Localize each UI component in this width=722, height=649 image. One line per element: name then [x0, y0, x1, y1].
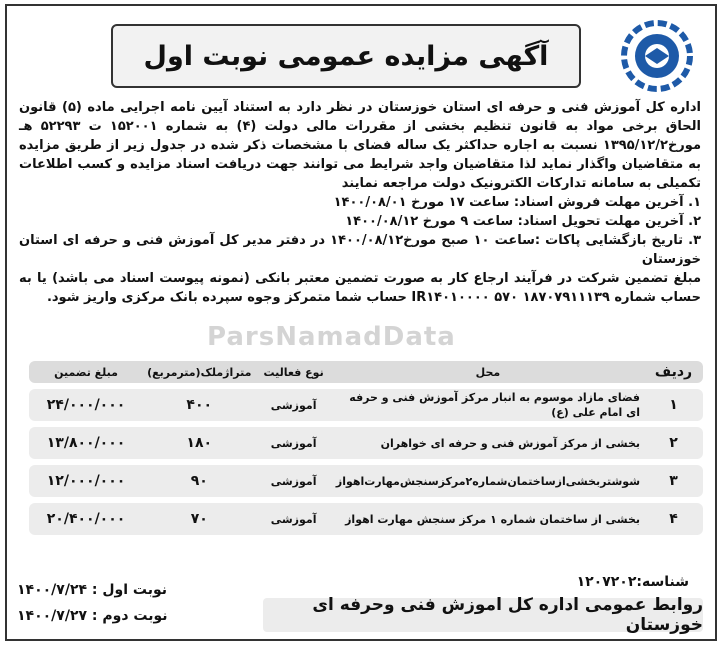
header-location: محل — [332, 361, 644, 383]
cell-activity: آموزشی — [255, 465, 331, 497]
first-publication-date: نوبت اول : ۱۴۰۰/۷/۲۴ — [17, 582, 168, 598]
table-row — [29, 465, 703, 497]
notice-body — [19, 98, 701, 307]
page-title: آگهی مزایده عمومی نوبت اول — [143, 40, 549, 72]
table-header-row — [29, 361, 703, 383]
cell-area: ۹۰ — [143, 465, 255, 497]
table-row — [29, 503, 703, 535]
cell-row-number: ۴ — [644, 503, 703, 535]
opening-date: ۳. تاریخ بازگشایی پاکات :ساعت ۱۰ صبح مورخ۱۴۰۰/۰۸/۱۲ در دفتر مدیر کل آموزش فنی و حرفه ای استان خوزستان — [19, 233, 702, 267]
cell-amount: ۱۳/۸۰۰/۰۰۰ — [29, 427, 143, 459]
cell-location: بخشی از ساختمان شماره ۱ مرکز سنجش مهارت اهواز — [332, 503, 644, 535]
public-relations-banner — [263, 595, 703, 635]
notice-page — [5, 4, 717, 641]
cell-area: ۷۰ — [143, 503, 255, 535]
cell-area: ۱۸۰ — [143, 427, 255, 459]
second-publication-date: نوبت دوم : ۱۴۰۰/۷/۲۷ — [17, 608, 168, 624]
header-activity: نوع فعالیت — [255, 361, 331, 383]
header-row-number: ردیف — [644, 361, 703, 383]
table-row — [29, 427, 703, 459]
auction-table — [29, 355, 703, 541]
deadline-sale: ۱. آخرین مهلت فروش اسناد: ساعت ۱۷ مورخ ۱۴۰۰/۰۸/۰۱ — [333, 195, 701, 210]
header-amount: مبلغ تضمین — [29, 361, 143, 383]
intro-paragraph: اداره کل آموزش فنی و حرفه ای استان خوزستان در نظر دارد به استناد آیین نامه اجرایی ماده (۵) قانون الحاق برخی مواد به قانون تنظیم بخشی از مقررات مالی دولت (۴) به شماره ۱۵۲۰۰۱ ت ۵۲۲۹۳ هـ مورخ۱۳۹۵/۱۲/۲ نسبت به اجاره حداکثر یک ساله فضای با مشخصات ذکر شده در جدول زیر از طریق مزایده به متقاضیان واگذار نماید لذا متقاضیان واجد شرایط می توانند جهت دریافت اسناد مزایده و کسب اطلاعات تکمیلی به سامانه تدارکات الکترونیک دولت مراجعه نمایند — [19, 100, 702, 191]
cell-row-number: ۳ — [644, 465, 703, 497]
title-box — [111, 24, 581, 88]
cell-location: شوشتربخشی‌ازساختمان‌شماره۲مرکزسنجش‌مهارت‌اهواز — [332, 465, 644, 497]
header-area: متراژملک(مترمربع) — [143, 361, 255, 383]
cell-amount: ۲۴/۰۰۰/۰۰۰ — [29, 389, 143, 421]
cell-amount: ۱۲/۰۰۰/۰۰۰ — [29, 465, 143, 497]
cell-activity: آموزشی — [255, 427, 331, 459]
public-relations-label: روابط عمومی اداره کل اموزش فنی وحرفه ای خوزستان — [312, 595, 703, 635]
cell-row-number: ۱ — [644, 389, 703, 421]
cell-row-number: ۲ — [644, 427, 703, 459]
table-row — [29, 389, 703, 421]
cell-amount: ۲۰/۴۰۰/۰۰۰ — [29, 503, 143, 535]
cell-location: فضای مازاد موسوم به انبار مرکز آموزش فنی و حرفه ای امام علی (ع) — [332, 389, 644, 421]
guarantee-paragraph: مبلغ تضمین شرکت در فرآیند ارجاع کار به صورت تضمین معتبر بانکی (نمونه پیوست اسناد می باشد) یا به حساب شماره IR۱۴۰۱۰۰۰۰ ۵۷۰ ۱۸۷۰۷۹۱۱۱۳۹ حساب شما متمرکز وجوه سپرده بانک مرکزی واریز شود. — [19, 271, 701, 305]
cell-area: ۴۰۰ — [143, 389, 255, 421]
cell-location: بخشی از مرکز آموزش فنی و حرفه ای خواهران — [332, 427, 644, 459]
watermark: ParsNamadData — [207, 322, 456, 352]
cell-activity: آموزشی — [255, 503, 331, 535]
deadline-delivery: ۲. آخرین مهلت تحویل اسناد: ساعت ۹ مورخ ۱۴۰۰/۰۸/۱۲ — [345, 214, 701, 229]
cell-activity: آموزشی — [255, 389, 331, 421]
notice-id: شناسه:۱۲۰۷۲۰۲ — [576, 574, 689, 590]
organization-logo-icon — [621, 20, 693, 92]
